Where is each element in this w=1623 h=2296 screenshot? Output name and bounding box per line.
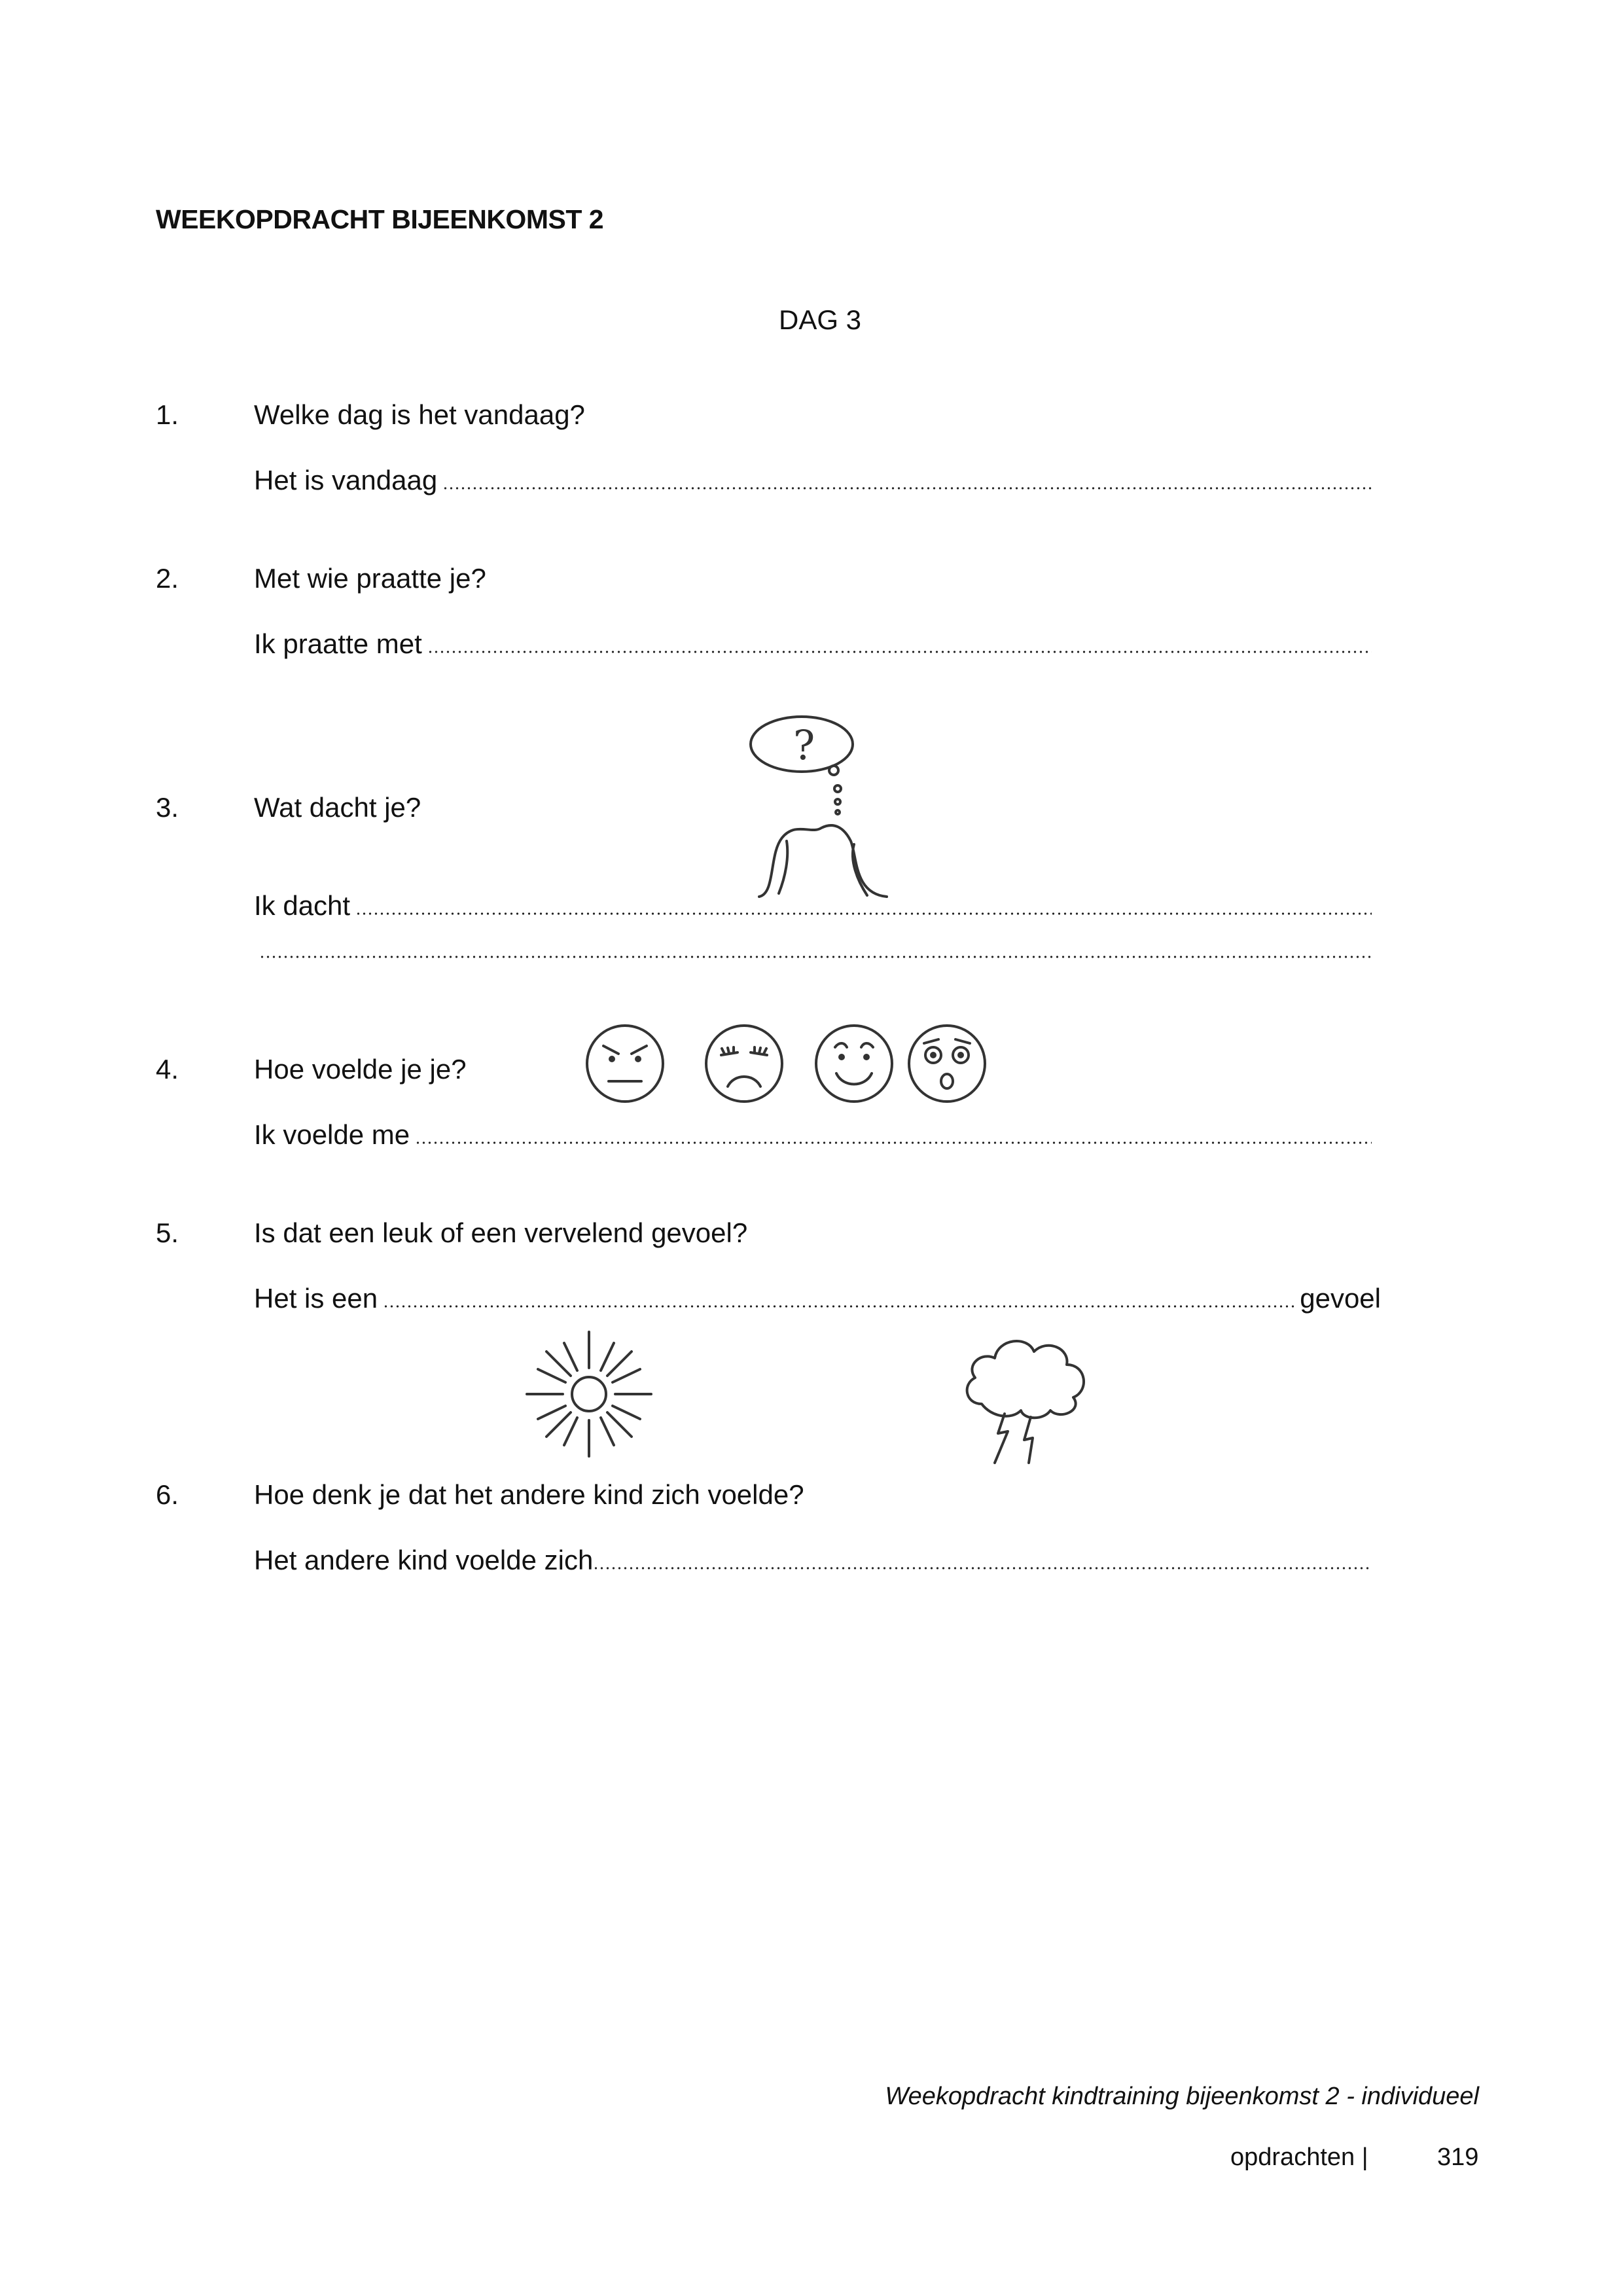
question-number: 4. <box>156 1054 179 1085</box>
answer-prefix: Ik praatte met <box>254 628 422 659</box>
question-text: Is dat een leuk of een vervelend gevoel? <box>254 1217 748 1248</box>
storm-cloud-icon <box>955 1325 1099 1469</box>
angry-face-icon <box>582 1021 668 1106</box>
sad-face-icon <box>702 1021 787 1106</box>
answer-line[interactable] <box>254 1283 1381 1314</box>
question-number: 1. <box>156 399 179 430</box>
dotted-fill-line <box>593 1567 1372 1570</box>
day-label: DAG 3 <box>779 304 862 335</box>
dotted-fill-line <box>442 487 1372 490</box>
question-text: Welke dag is het vandaag? <box>254 399 585 430</box>
dotted-fill-line <box>415 1141 1372 1144</box>
answer-line[interactable] <box>254 628 1377 660</box>
answer-suffix: gevoel <box>1300 1283 1381 1314</box>
page-number: 319 <box>1437 2144 1479 2171</box>
answer-line[interactable] <box>254 465 1377 496</box>
question-number: 6. <box>156 1479 179 1510</box>
question-text: Hoe voelde je je? <box>254 1054 467 1085</box>
answer-line[interactable] <box>254 956 1377 965</box>
dotted-fill-line <box>355 912 1372 915</box>
happy-face-icon <box>812 1021 897 1106</box>
dotted-fill-line <box>427 651 1372 653</box>
answer-prefix: Ik dacht <box>254 890 351 921</box>
answer-line[interactable] <box>254 890 1377 922</box>
question-number: 2. <box>156 563 179 594</box>
question-number: 5. <box>156 1217 179 1248</box>
question-text: Met wie praatte je? <box>254 563 486 594</box>
footer-caption: Weekopdracht kindtraining bijeenkomst 2 - individueel <box>885 2083 1479 2110</box>
thinking-person-icon <box>746 710 897 906</box>
dotted-fill-line <box>383 1305 1294 1308</box>
sun-icon <box>524 1329 654 1460</box>
scared-face-icon <box>904 1021 990 1106</box>
answer-line[interactable] <box>254 1119 1377 1151</box>
answer-prefix: Ik voelde me <box>254 1119 410 1150</box>
answer-prefix: Het is een <box>254 1283 378 1314</box>
question-number: 3. <box>156 792 179 823</box>
question-text: Hoe denk je dat het andere kind zich voelde? <box>254 1479 804 1510</box>
question-text: Wat dacht je? <box>254 792 421 823</box>
dotted-fill-line <box>259 956 1372 958</box>
document-title: WEEKOPDRACHT BIJEENKOMST 2 <box>156 204 604 234</box>
answer-prefix: Het andere kind voelde zich <box>254 1545 594 1575</box>
footer-section: opdrachten | <box>1230 2144 1368 2171</box>
answer-line[interactable] <box>254 1545 1377 1576</box>
answer-prefix: Het is vandaag <box>254 465 438 495</box>
question-mark: ? <box>793 721 815 769</box>
